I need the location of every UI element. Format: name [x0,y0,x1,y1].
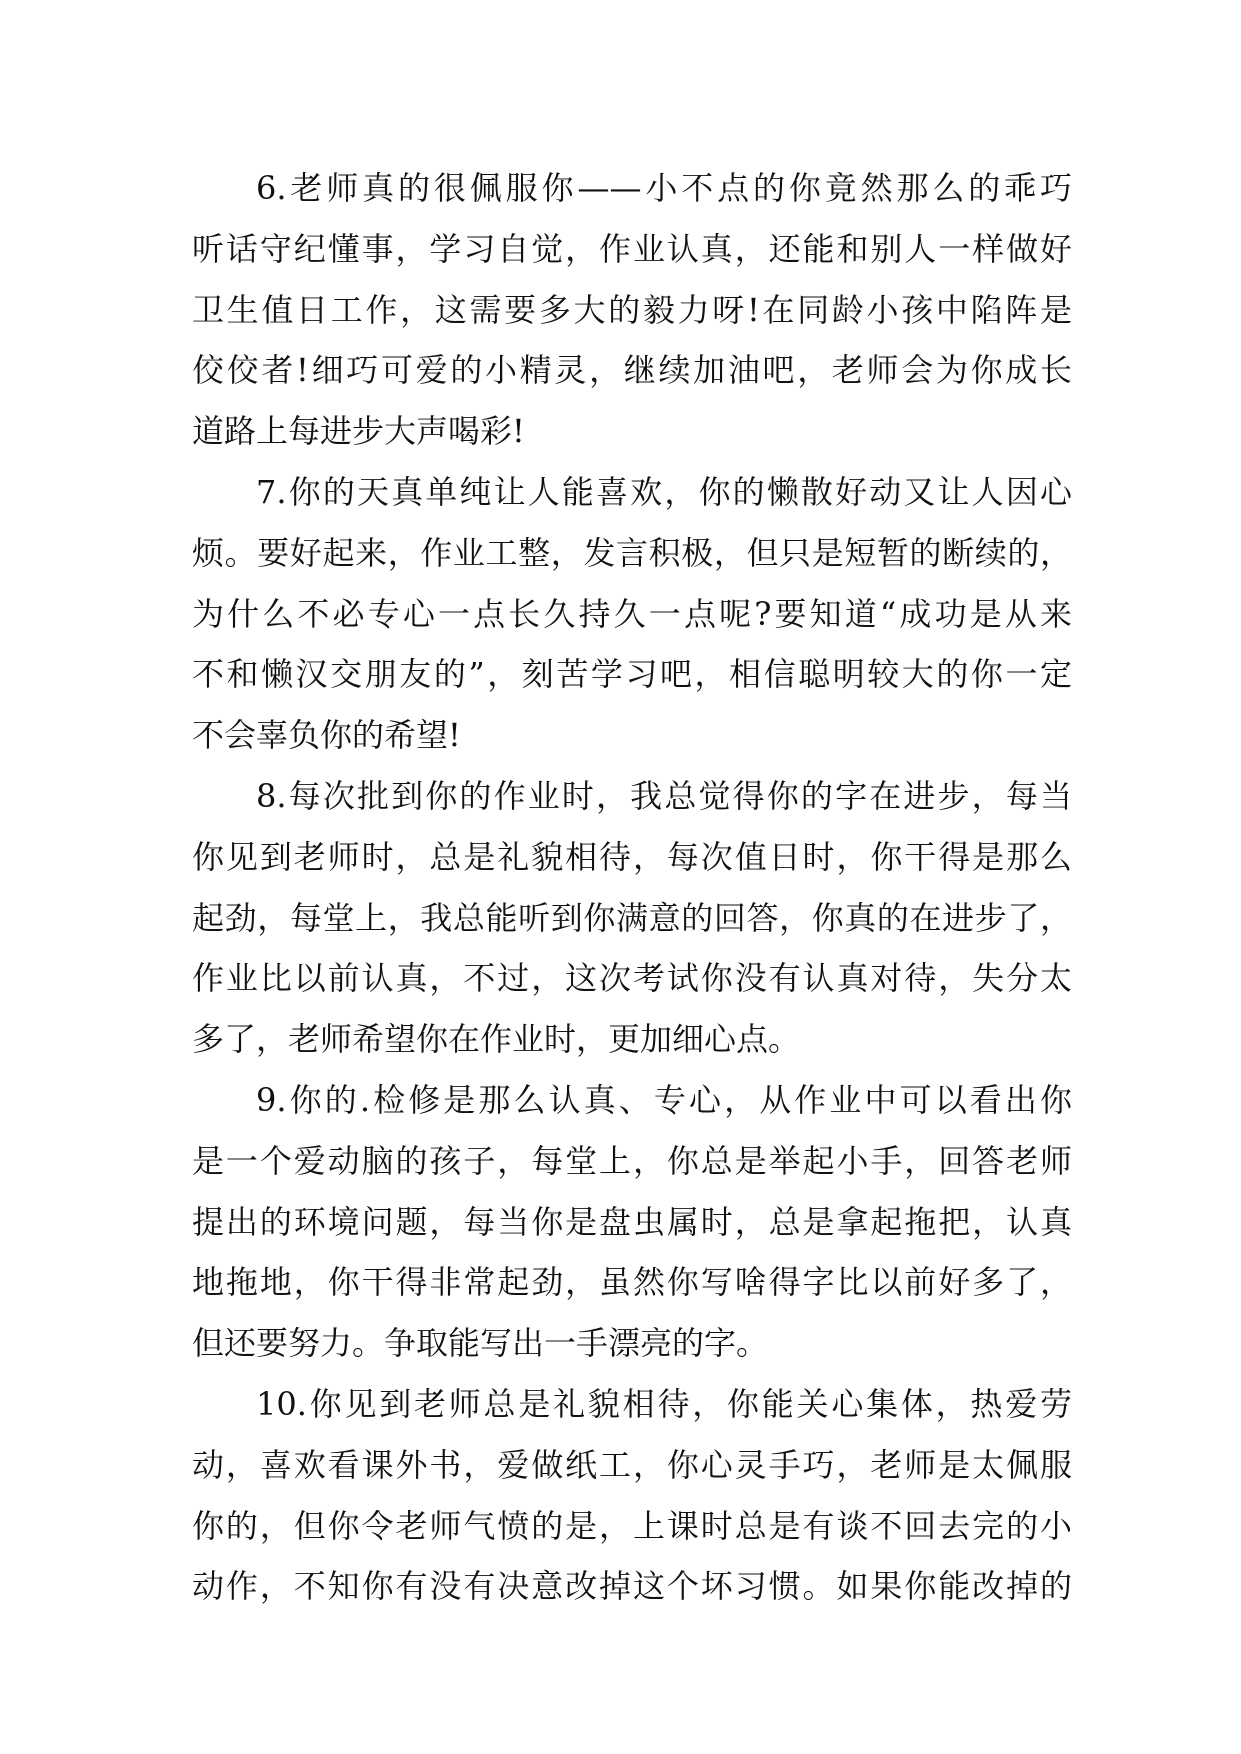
text-line: 卫生值日工作，这需要多大的毅力呀!在同龄小孩中陷阵是 [192,290,1072,329]
text-line: 道路上每进步大声喝彩! [192,412,525,451]
paragraph-8 [192,766,1072,1070]
text-line: 你的，但你令老师气愤的是，上课时总是有谈不回去完的小 [192,1506,1072,1545]
text-line: 多了，老师希望你在作业时，更加细心点。 [192,1020,801,1059]
text-line: 动作，不知你有没有决意改掉这个坏习惯。如果你能改掉的 [192,1567,1072,1606]
text-line: 起劲，每堂上，我总能听到你满意的回答，你真的在进步了， [192,898,1072,937]
text-line: 9.你的.检修是那么认真、专心，从作业中可以看出你 [256,1080,1072,1119]
text-line: 提出的环境问题，每当你是盘虫属时，总是拿起拖把，认真 [192,1202,1072,1241]
document-body [192,158,1072,1617]
text-line: 10.你见到老师总是礼貌相待，你能关心集体，热爱劳 [256,1384,1072,1423]
text-line: 为什么不必专心一点长久持久一点呢?要知道“成功是从来 [192,594,1072,633]
text-line: 你见到老师时，总是礼貌相待，每次值日时，你干得是那么 [192,837,1072,876]
text-line: 地拖地，你干得非常起劲，虽然你写啥得字比以前好多了， [192,1263,1072,1302]
text-line: 烦。要好起来，作业工整，发言积极，但只是短暂的断续的， [192,533,1072,572]
text-line: 7.你的天真单纯让人能喜欢，你的懒散好动又让人因心 [256,472,1072,511]
text-line: 8.每次批到你的作业时，我总觉得你的字在进步，每当 [256,776,1072,815]
text-line: 佼佼者!细巧可爱的小精灵，继续加油吧，老师会为你成长 [192,351,1072,390]
text-line: 但还要努力。争取能写出一手漂亮的字。 [192,1324,769,1363]
text-line: 听话守纪懂事，学习自觉，作业认真，还能和别人一样做好 [192,229,1072,268]
paragraph-7 [192,462,1072,766]
text-line: 作业比以前认真，不过，这次考试你没有认真对待，失分太 [192,959,1072,998]
text-line: 动，喜欢看课外书，爱做纸工，你心灵手巧，老师是太佩服 [192,1445,1072,1484]
paragraph-6 [192,158,1072,462]
paragraph-9 [192,1070,1072,1374]
text-line: 是一个爱动脑的孩子，每堂上，你总是举起小手，回答老师 [192,1141,1072,1180]
text-line: 不和懒汉交朋友的”，刻苦学习吧，相信聪明较大的你一定 [192,655,1072,694]
text-line: 6.老师真的很佩服你——小不点的你竟然那么的乖巧 [256,169,1072,207]
text-line: 不会辜负你的希望! [192,716,461,755]
paragraph-10 [192,1374,1072,1617]
